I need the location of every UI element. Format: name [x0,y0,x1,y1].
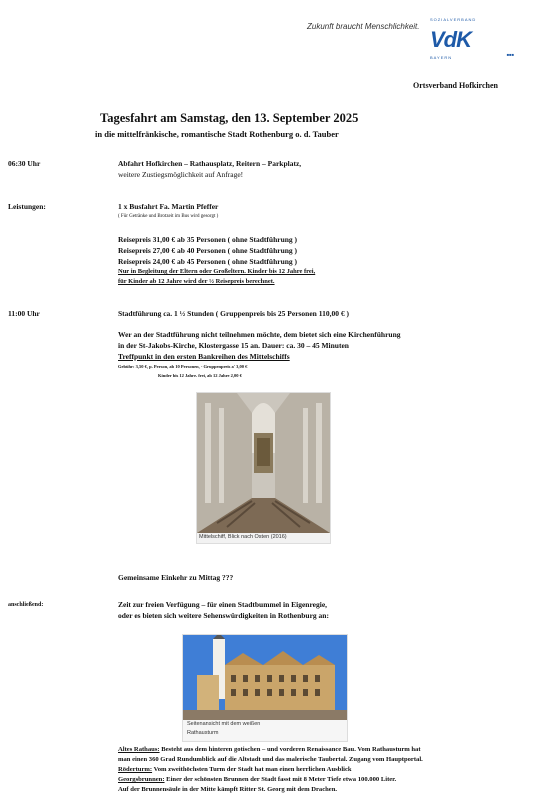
children-note-2: für Kinder ab 12 Jahre wird der ½ Reisepreis berechnet. [118,278,275,285]
sight-rathaus-title: Altes Rathaus: [118,746,160,753]
sight-rathaus [118,746,421,753]
price-line-2: Reisepreis 27,00 € ab 40 Personen ( ohne Stadtführung ) [118,246,298,255]
fee-line-2: Kinder bis 12 Jahre. frei, ab 12 Jahre 2,00 € [158,373,242,378]
church-nave-illustration [197,393,330,533]
tour-time: 11:00 Uhr [8,309,40,318]
afterwards-label: anschließend: [8,602,44,608]
church-photo-caption: Mittelschiff, Blick nach Osten (2016) [199,534,287,540]
depart-time: 06:30 Uhr [8,159,41,168]
sight-rathaus-text: Besteht aus dem hinteren gotischen – und vorderen Renaissance Bau. Vom Rathausturm hat [159,746,421,753]
church-meeting-point: Treffpunkt in den ersten Bankreihen des Mittelschiffs [118,352,290,361]
depart-line1: Abfahrt Hofkirchen – Rathausplatz, Reitern – Parkplatz, [118,159,302,168]
afterwards-line-2: oder es bieten sich weitere Sehenswürdigkeiten in Rothenburg an: [118,611,329,620]
afterwards-line-1: Zeit zur freien Verfügung – für einen Stadtbummel in Eigenregie, [118,600,328,609]
depart-line2: weitere Zustiegsmöglichkeit auf Anfrage! [118,170,244,179]
town-hall-caption-1: Seitenansicht mit dem weißen [187,721,261,727]
bus-line: 1 x Busfahrt Fa. Martin Pfeffer [118,202,219,211]
price-line-3: Reisepreis 24,00 € ab 45 Personen ( ohne Stadtführung ) [118,257,298,266]
town-hall-caption-2: Rathausturm [187,730,219,736]
slogan: Zukunft braucht Menschlichkeit. [307,22,420,31]
church-line-1: Wer an der Stadtführung nicht teilnehmen möchte, dem bietet sich eine Kirchenführung [118,330,401,339]
leistungen-label: Leistungen: [8,202,46,211]
ortsverband: Ortsverband Hofkirchen [413,81,498,90]
logo-small-text: SOZIALVERBAND [430,17,477,22]
lunch-line: Gemeinsame Einkehr zu Mittag ??? [118,573,234,582]
sight-georgsbrunnen-text-2: Auf der Brunnensäule in der Mitte kämpft Ritter St. Georg mit dem Drachen. [118,786,338,793]
fee-line-1: Gebühr: 3,50 €, p. Person, ab 10 Personen, - Gruppenpreis a' 3,00 € [118,364,248,369]
sight-rathaus-text-2: man einen 360 Grad Rundumblick auf die Altstadt und das malerische Taubertal. Zugang vom Hauptportal. [118,756,423,763]
church-nave-photo [196,392,331,544]
church-line-2: in der St-Jakobs-Kirche, Klostergasse 15 an. Dauer: ca. 30 – 45 Minuten [118,341,349,350]
page-title: Tagesfahrt am Samstag, den 13. September 2025 [100,111,359,125]
sight-georgsbrunnen-text: Einer der schönsten Brunnen der Stadt fasst mit 8 Meter Tiefe etwa 100.000 Liter. [164,776,397,783]
tour-line: Stadtführung ca. 1 ½ Stunden ( Gruppenpreis bis 25 Personen 110,00 € ) [118,309,349,318]
price-line-1: Reisepreis 31,00 € ab 35 Personen ( ohne Stadtführung ) [118,235,298,244]
logo-dots-icon: ■■■ [506,52,514,57]
sight-roederturm-text: Vom zweithöchsten Turm der Stadt hat man einen herrlichen Ausblick [152,766,352,773]
town-hall-illustration [183,635,347,720]
logo-sub-text: BAYERN [430,55,453,60]
town-hall-photo [182,634,348,742]
bus-note: ( Für Getränke und Brotzeit im Bus wird gesorgt ) [118,214,219,219]
children-note-1: Nur in Begleitung der Eltern oder Großeltern. Kinder bis 12 Jahre frei, [118,268,316,275]
logo-text: VdK [430,27,471,52]
sight-roederturm [118,766,352,773]
sight-georgsbrunnen [118,776,396,783]
vdk-logo [428,17,520,61]
page-subtitle: in die mittelfränkische, romantische Stadt Rothenburg o. d. Tauber [95,129,339,139]
sight-georgsbrunnen-title: Georgsbrunnen: [118,776,165,783]
sight-roederturm-title: Röderturm: [118,766,153,773]
